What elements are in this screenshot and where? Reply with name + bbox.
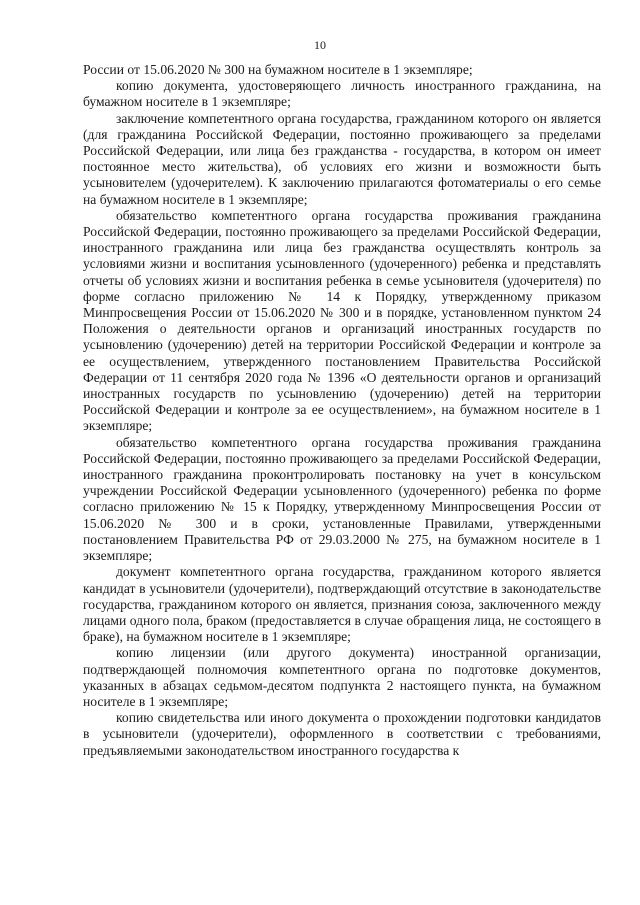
paragraph-license-copy: копию лицензии (или другого документа) иностранной организации, подтверждающей полномочия компетентного органа по подготовке документов, указанных в абзацах седьмом-десятом подпункта 2 настоящего пункта, на бумажном носителе в 1 экземпляре; [83,645,601,709]
paragraph-competent-authority-conclusion: заключение компетентного органа государства, гражданином которого он является (для гражданина Российской Федерации, постоянно проживающего за пределами Российской Федерации, или лица без гражданства - государства, в котором он имеет постоянное место жительства), об условиях его жизни и возможности быть усыновителем (удочерителем). К заключению прилагаются фотоматериалы о его семье на бумажном носителе в 1 экземпляре; [83,110,601,207]
document-body [83,62,601,759]
paragraph-identity-document-copy: копию документа, удостоверяющего личность иностранного гражданина, на бумажном носителе в 1 экземпляре; [83,78,601,110]
page-number: 10 [314,38,326,52]
paragraph-same-sex-union-document: документ компетентного органа государства, гражданином которого является кандидат в усыновители (удочерители), подтверждающий отсутствие в законодательстве государства, гражданином которого он является, признания союза, заключенного между лицами одного пола, браком (предоставляется в случае обращения лица, не состоящего в браке), на бумажном носителе в 1 экземпляре; [83,564,601,645]
paragraph-monitoring-obligation: обязательство компетентного органа государства проживания гражданина Российской Федерации, постоянно проживающего за пределами Российской Федерации, иностранного гражданина или лица без гражданства осуществлять контроль за условиями жизни и воспитания усыновленного (удочеренного) ребенка и представлять отчеты об условиях жизни и воспитания ребенка в семье усыновителя (удочерителя) по форме согласно приложению № 14 к Порядку, утвержденному приказом Минпросвещения России от 15.06.2020 № 300 и в порядке, установленном пунктом 24 Положения о деятельности органов и организаций иностранных государств по усыновлению (удочерению) детей на территории Российской Федерации и контроле за ее осуществлением, утвержденного постановлением Правительства Российской Федерации от 11 сентября 2020 года № 1396 «О деятельности органов и организаций иностранных государств по усыновлению (удочерению) детей на территории Российской Федерации и контроле за ее осуществлением», на бумажном носителе в 1 экземпляре; [83,207,601,434]
paragraph-consular-registration-obligation: обязательство компетентного органа государства проживания гражданина Российской Федерации, постоянно проживающего за пределами Российской Федерации, иностранного гражданина проконтролировать постановку на учет в консульском учреждении Российской Федерации усыновленного (удочеренного) ребенка по форме согласно приложению № 15 к Порядку, утвержденному Минпросвещения России от 15.06.2020 № 300 и в сроки, установленные Правилами, утвержденными постановлением Правительства РФ от 29.03.2000 № 275, на бумажном носителе в 1 экземпляре; [83,434,601,564]
paragraph-continuation: России от 15.06.2020 № 300 на бумажном носителе в 1 экземпляре; [83,62,473,77]
paragraph-training-certificate-copy: копию свидетельства или иного документа о прохождении подготовки кандидатов в усыновители (удочерители), оформленного в соответствии с требованиями, предъявляемыми законодательством иностранного государства к [83,710,601,758]
